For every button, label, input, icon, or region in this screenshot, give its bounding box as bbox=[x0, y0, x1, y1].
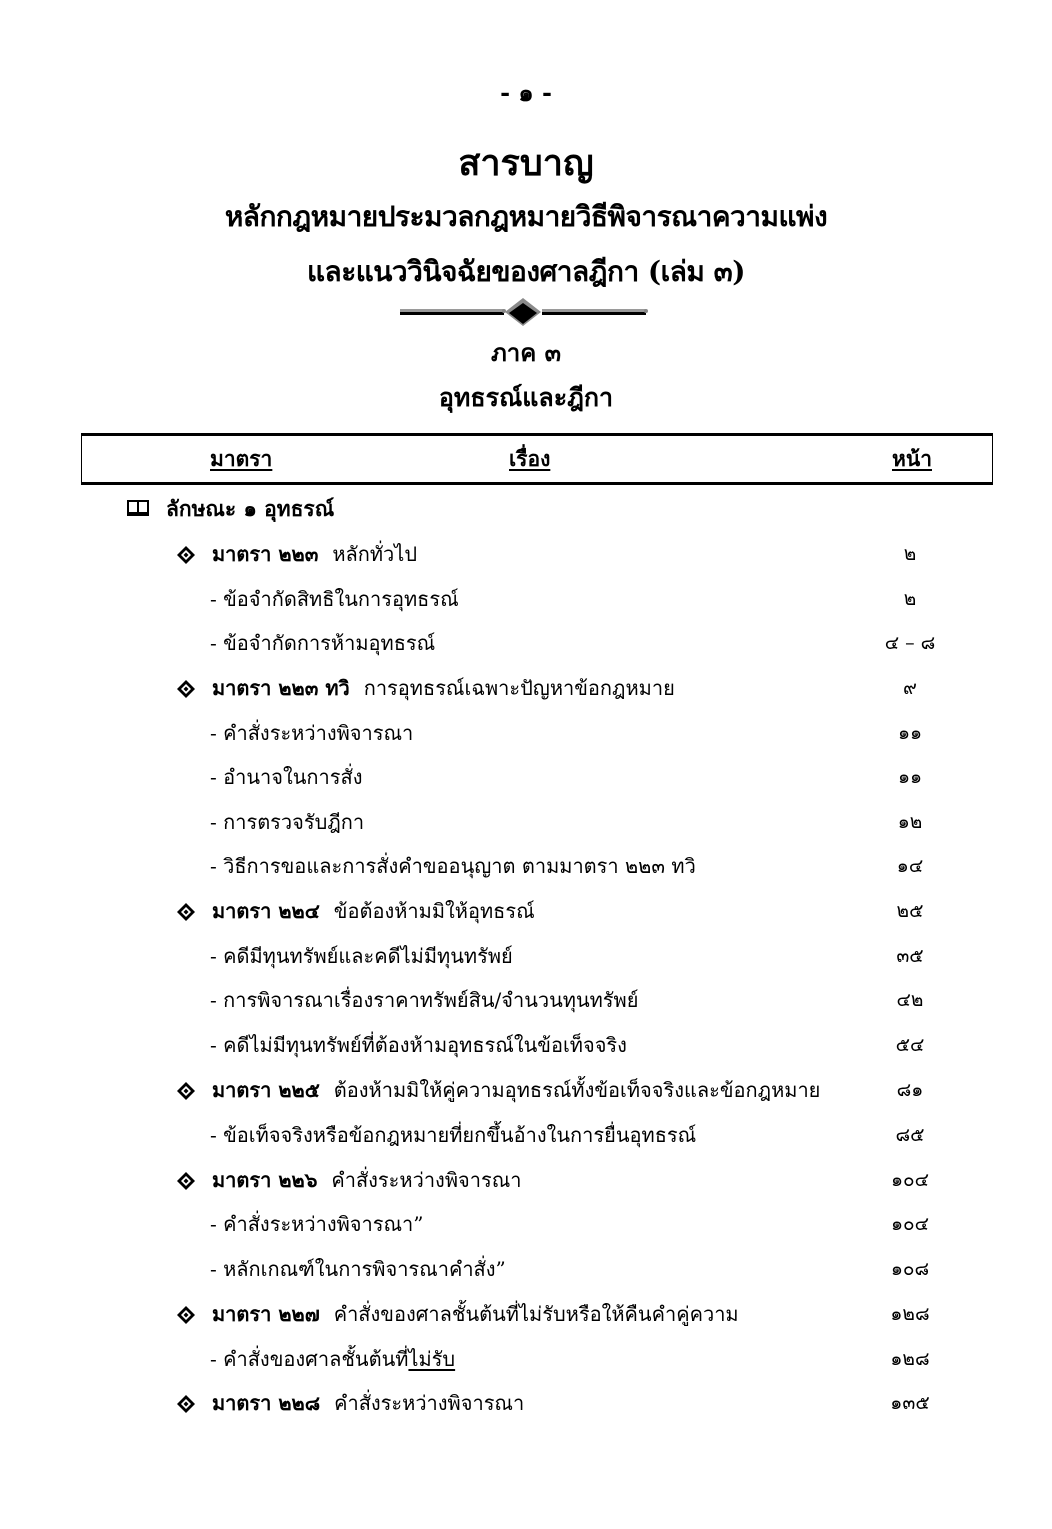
toc-section-entry bbox=[0, 1160, 1052, 1200]
toc-sub-entry bbox=[0, 802, 1052, 842]
section-title: คำสั่งของศาลชั้นต้นที่ไม่รับหรือให้คืนคำคู่ความ bbox=[333, 1302, 739, 1326]
page-reference: ๑๒๘ bbox=[890, 1303, 930, 1325]
section-title: หลักทั่วไป bbox=[332, 542, 418, 566]
page-reference: ๑๔ bbox=[896, 855, 924, 877]
page-reference: ๑๑ bbox=[897, 766, 923, 788]
chapter-heading bbox=[0, 489, 1052, 529]
page-reference: ๔๒ bbox=[896, 989, 924, 1011]
page-reference: ๔ – ๘ bbox=[884, 632, 936, 654]
toc-section-entry bbox=[0, 1070, 1052, 1110]
toc-sub-entry bbox=[0, 1204, 1052, 1244]
table-header bbox=[81, 433, 993, 485]
toc-sub-entry bbox=[0, 936, 1052, 976]
chapter-label: ลักษณะ ๑ อุทธรณ์ bbox=[166, 496, 335, 521]
page-reference: ๑๒ bbox=[897, 811, 923, 833]
toc-sub-entry bbox=[0, 579, 1052, 619]
toc-sub-entry bbox=[0, 846, 1052, 886]
diamond-bullet-icon bbox=[176, 1305, 196, 1325]
toc-sub-entry bbox=[0, 1249, 1052, 1289]
sub-entry-text: - คดีไม่มีทุนทรัพย์ที่ต้องห้ามอุทธรณ์ในข้อเท็จจริง bbox=[210, 1033, 627, 1057]
section-number: มาตรา ๒๒๓ bbox=[212, 542, 319, 566]
page-reference: ๘๑ bbox=[896, 1079, 924, 1101]
toc-section-entry bbox=[0, 891, 1052, 931]
diamond-divider-icon bbox=[398, 296, 648, 328]
section-number: มาตรา ๒๒๘ bbox=[212, 1391, 321, 1415]
section-title: คำสั่งระหว่างพิจารณา bbox=[331, 1168, 522, 1192]
document-title: สารบาญ bbox=[458, 142, 594, 184]
page-reference: ๘๕ bbox=[895, 1124, 925, 1146]
sub-entry-text: - คำสั่งของศาลชั้นต้นที่ bbox=[210, 1347, 409, 1371]
diamond-bullet-icon bbox=[176, 1394, 196, 1414]
section-title: คำสั่งระหว่างพิจารณา bbox=[334, 1391, 525, 1415]
page-reference: ๑๐๔ bbox=[890, 1213, 930, 1235]
page-reference: ๒๕ bbox=[896, 900, 924, 922]
section-number: มาตรา ๒๒๕ bbox=[212, 1078, 320, 1102]
page-reference: ๕๔ bbox=[895, 1034, 925, 1056]
sub-entry-underlined-text: ไม่รับ bbox=[408, 1347, 456, 1371]
toc-sub-entry bbox=[0, 980, 1052, 1020]
toc-section-entry bbox=[0, 534, 1052, 574]
page-reference: ๒ bbox=[903, 588, 917, 610]
sub-entry-text: - การพิจารณาเรื่องราคาทรัพย์สิน/จำนวนทุนทรัพย์ bbox=[210, 988, 639, 1012]
section-number: มาตรา ๒๒๗ bbox=[212, 1302, 320, 1326]
sub-entry-text: - การตรวจรับฎีกา bbox=[210, 810, 365, 834]
page-reference: ๑๒๘ bbox=[890, 1348, 930, 1370]
sub-entry-text: - คดีมีทุนทรัพย์และคดีไม่มีทุนทรัพย์ bbox=[210, 944, 513, 968]
page-number: - ๑ - bbox=[500, 78, 552, 107]
part-label: ภาค ๓ bbox=[490, 338, 562, 367]
sub-entry-text: - วิธีการขอและการสั่งคำขออนุญาต ตามมาตรา ๒๒๓ ทวิ bbox=[210, 854, 696, 878]
document-subtitle-line2: และแนววินิจฉัยของศาลฎีกา (เล่ม ๓) bbox=[307, 255, 745, 288]
sub-entry-text: - หลักเกณฑ์ในการพิจารณาคำสั่ง” bbox=[210, 1257, 506, 1281]
sub-entry-text: - ข้อจำกัดสิทธิในการอุทธรณ์ bbox=[210, 587, 459, 611]
page-reference: ๑๑ bbox=[897, 722, 923, 744]
section-number: มาตรา ๒๒๔ bbox=[212, 899, 320, 923]
sub-entry-text: - อำนาจในการสั่ง bbox=[210, 765, 363, 789]
toc-sub-entry bbox=[0, 757, 1052, 797]
toc-section-entry bbox=[0, 1383, 1052, 1423]
diamond-bullet-icon bbox=[176, 545, 196, 565]
sub-entry-text: - ข้อจำกัดการห้ามอุทธรณ์ bbox=[210, 631, 436, 655]
sub-entry-text: - ข้อเท็จจริงหรือข้อกฎหมายที่ยกขึ้นอ้างในการยื่นอุทธรณ์ bbox=[210, 1123, 697, 1147]
page-reference: ๙ bbox=[903, 677, 917, 699]
toc-sub-entry bbox=[0, 1339, 1052, 1379]
section-number: มาตรา ๒๒๓ ทวิ bbox=[212, 676, 350, 700]
diamond-bullet-icon bbox=[176, 1081, 196, 1101]
sub-entry-text: - คำสั่งระหว่างพิจารณา” bbox=[210, 1212, 424, 1236]
column-header-section: มาตรา bbox=[210, 446, 273, 471]
toc-sub-entry bbox=[0, 1115, 1052, 1155]
section-title: ข้อต้องห้ามมิให้อุทธรณ์ bbox=[333, 899, 535, 923]
toc-sub-entry bbox=[0, 623, 1052, 663]
page-reference: ๑๐๘ bbox=[890, 1258, 930, 1280]
section-title: ต้องห้ามมิให้คู่ความอุทธรณ์ทั้งข้อเท็จจริงและข้อกฎหมาย bbox=[333, 1078, 821, 1102]
page-reference: ๑๐๔ bbox=[890, 1169, 930, 1191]
page-reference: ๓๕ bbox=[896, 945, 924, 967]
document-subtitle-line1: หลักกฎหมายประมวลกฎหมายวิธีพิจารณาความแพ่ง bbox=[224, 200, 828, 233]
toc-sub-entry bbox=[0, 713, 1052, 753]
part-title: อุทธรณ์และฎีกา bbox=[438, 383, 614, 412]
section-number: มาตรา ๒๒๖ bbox=[212, 1168, 318, 1192]
toc-section-entry bbox=[0, 668, 1052, 708]
diamond-bullet-icon bbox=[176, 902, 196, 922]
toc-section-entry bbox=[0, 1294, 1052, 1334]
diamond-bullet-icon bbox=[176, 679, 196, 699]
column-header-topic: เรื่อง bbox=[509, 446, 551, 471]
page-reference: ๑๓๕ bbox=[890, 1392, 930, 1414]
page-reference: ๒ bbox=[903, 543, 917, 565]
open-book-icon bbox=[126, 499, 150, 517]
sub-entry-text: - คำสั่งระหว่างพิจารณา bbox=[210, 721, 414, 745]
toc-sub-entry bbox=[0, 1025, 1052, 1065]
section-title: การอุทธรณ์เฉพาะปัญหาข้อกฎหมาย bbox=[363, 676, 675, 700]
column-header-page: หน้า bbox=[892, 446, 932, 471]
diamond-bullet-icon bbox=[176, 1171, 196, 1191]
